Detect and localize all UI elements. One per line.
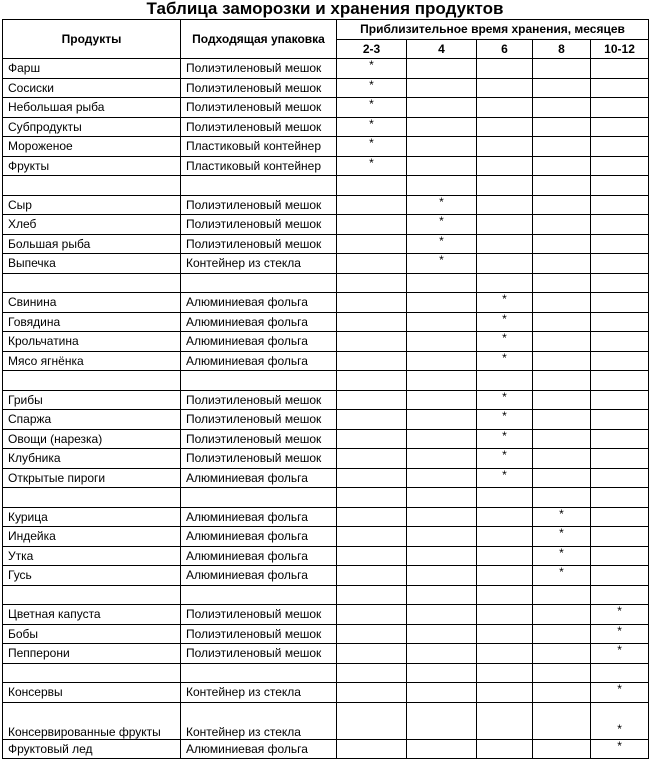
storage-mark: * bbox=[477, 429, 533, 449]
product-name: Субпродукты bbox=[3, 117, 181, 137]
empty-cell bbox=[477, 98, 533, 118]
page-title: Таблица заморозки и хранения продуктов bbox=[146, 0, 504, 18]
storage-mark: * bbox=[337, 156, 407, 176]
packaging-type: Алюминиевая фольга bbox=[181, 351, 337, 371]
empty-cell bbox=[337, 683, 407, 703]
empty-cell bbox=[477, 585, 533, 605]
empty-cell bbox=[477, 605, 533, 625]
empty-cell bbox=[533, 332, 591, 352]
table-row bbox=[3, 78, 649, 98]
empty-cell bbox=[337, 702, 407, 739]
empty-cell bbox=[477, 137, 533, 157]
empty-cell bbox=[533, 683, 591, 703]
empty-cell bbox=[533, 449, 591, 469]
product-name: Грибы bbox=[3, 390, 181, 410]
empty-cell bbox=[533, 663, 591, 683]
storage-mark: * bbox=[407, 195, 477, 215]
storage-mark: * bbox=[337, 98, 407, 118]
packaging-type: Алюминиевая фольга bbox=[181, 527, 337, 547]
table-row bbox=[3, 98, 649, 118]
header-period-4: 4 bbox=[407, 39, 477, 59]
empty-cell bbox=[533, 215, 591, 235]
empty-cell bbox=[533, 429, 591, 449]
empty-cell bbox=[533, 78, 591, 98]
empty-cell bbox=[477, 527, 533, 547]
storage-mark: * bbox=[533, 507, 591, 527]
empty-cell bbox=[477, 254, 533, 274]
packaging-type: Полиэтиленовый мешок bbox=[181, 605, 337, 625]
empty-cell bbox=[407, 176, 477, 196]
storage-mark: * bbox=[533, 546, 591, 566]
separator-row bbox=[3, 176, 649, 196]
empty-cell bbox=[591, 234, 649, 254]
empty-cell bbox=[477, 739, 533, 759]
table-row bbox=[3, 410, 649, 430]
packaging-type: Полиэтиленовый мешок bbox=[181, 98, 337, 118]
empty-cell bbox=[407, 507, 477, 527]
empty-cell bbox=[337, 468, 407, 488]
empty-cell bbox=[181, 663, 337, 683]
empty-cell bbox=[591, 527, 649, 547]
table-row bbox=[3, 215, 649, 235]
empty-cell bbox=[591, 585, 649, 605]
empty-cell bbox=[591, 215, 649, 235]
empty-cell bbox=[591, 312, 649, 332]
empty-cell bbox=[407, 429, 477, 449]
empty-cell bbox=[337, 195, 407, 215]
empty-cell bbox=[591, 332, 649, 352]
table-body bbox=[3, 59, 649, 759]
storage-mark: * bbox=[591, 624, 649, 644]
empty-cell bbox=[407, 117, 477, 137]
empty-cell bbox=[407, 449, 477, 469]
table-row bbox=[3, 156, 649, 176]
product-name: Консервированные фрукты bbox=[3, 702, 181, 739]
table-row bbox=[3, 332, 649, 352]
empty-cell bbox=[477, 663, 533, 683]
empty-cell bbox=[533, 234, 591, 254]
product-name: Небольшая рыба bbox=[3, 98, 181, 118]
empty-cell bbox=[407, 59, 477, 79]
empty-cell bbox=[337, 739, 407, 759]
header-row-top bbox=[3, 20, 649, 40]
empty-cell bbox=[477, 59, 533, 79]
empty-cell bbox=[3, 585, 181, 605]
empty-cell bbox=[181, 176, 337, 196]
packaging-type: Пластиковый контейнер bbox=[181, 137, 337, 157]
empty-cell bbox=[533, 624, 591, 644]
empty-cell bbox=[407, 273, 477, 293]
storage-mark: * bbox=[533, 566, 591, 586]
empty-cell bbox=[533, 410, 591, 430]
empty-cell bbox=[477, 507, 533, 527]
empty-cell bbox=[407, 527, 477, 547]
empty-cell bbox=[533, 98, 591, 118]
table-row bbox=[3, 468, 649, 488]
separator-row bbox=[3, 585, 649, 605]
product-name: Гусь bbox=[3, 566, 181, 586]
product-name: Выпечка bbox=[3, 254, 181, 274]
empty-cell bbox=[337, 546, 407, 566]
empty-cell bbox=[407, 546, 477, 566]
empty-cell bbox=[591, 176, 649, 196]
empty-cell bbox=[591, 371, 649, 391]
empty-cell bbox=[337, 527, 407, 547]
table-row bbox=[3, 546, 649, 566]
header-period-8: 8 bbox=[533, 39, 591, 59]
empty-cell bbox=[477, 234, 533, 254]
packaging-type: Полиэтиленовый мешок bbox=[181, 410, 337, 430]
empty-cell bbox=[3, 176, 181, 196]
empty-cell bbox=[337, 273, 407, 293]
empty-cell bbox=[337, 312, 407, 332]
product-name: Мясо ягнёнка bbox=[3, 351, 181, 371]
empty-cell bbox=[3, 663, 181, 683]
empty-cell bbox=[407, 332, 477, 352]
empty-cell bbox=[477, 117, 533, 137]
packaging-type: Контейнер из стекла bbox=[181, 702, 337, 739]
packaging-type: Алюминиевая фольга bbox=[181, 293, 337, 313]
packaging-type: Алюминиевая фольга bbox=[181, 739, 337, 759]
storage-mark: * bbox=[533, 527, 591, 547]
empty-cell bbox=[407, 78, 477, 98]
empty-cell bbox=[337, 293, 407, 313]
storage-mark: * bbox=[477, 449, 533, 469]
empty-cell bbox=[337, 507, 407, 527]
product-name: Индейка bbox=[3, 527, 181, 547]
packaging-type: Полиэтиленовый мешок bbox=[181, 624, 337, 644]
empty-cell bbox=[477, 644, 533, 664]
empty-cell bbox=[533, 585, 591, 605]
table-row bbox=[3, 449, 649, 469]
empty-cell bbox=[591, 390, 649, 410]
empty-cell bbox=[477, 683, 533, 703]
table-row bbox=[3, 293, 649, 313]
packaging-type: Полиэтиленовый мешок bbox=[181, 59, 337, 79]
storage-mark: * bbox=[337, 117, 407, 137]
table-row bbox=[3, 351, 649, 371]
separator-row bbox=[3, 273, 649, 293]
empty-cell bbox=[591, 488, 649, 508]
table-row bbox=[3, 117, 649, 137]
packaging-type: Алюминиевая фольга bbox=[181, 468, 337, 488]
storage-mark: * bbox=[477, 351, 533, 371]
empty-cell bbox=[477, 176, 533, 196]
product-name: Фрукты bbox=[3, 156, 181, 176]
product-name: Цветная капуста bbox=[3, 605, 181, 625]
empty-cell bbox=[337, 176, 407, 196]
empty-cell bbox=[591, 98, 649, 118]
product-name: Открытые пироги bbox=[3, 468, 181, 488]
product-name: Сыр bbox=[3, 195, 181, 215]
empty-cell bbox=[533, 351, 591, 371]
packaging-type: Алюминиевая фольга bbox=[181, 312, 337, 332]
empty-cell bbox=[591, 254, 649, 274]
empty-cell bbox=[337, 449, 407, 469]
table-row bbox=[3, 390, 649, 410]
empty-cell bbox=[407, 351, 477, 371]
empty-cell bbox=[477, 624, 533, 644]
empty-cell bbox=[591, 507, 649, 527]
empty-cell bbox=[477, 702, 533, 739]
empty-cell bbox=[591, 468, 649, 488]
table-row bbox=[3, 195, 649, 215]
empty-cell bbox=[407, 98, 477, 118]
empty-cell bbox=[533, 468, 591, 488]
empty-cell bbox=[591, 429, 649, 449]
empty-cell bbox=[533, 59, 591, 79]
empty-cell bbox=[337, 663, 407, 683]
empty-cell bbox=[407, 468, 477, 488]
separator-row bbox=[3, 663, 649, 683]
empty-cell bbox=[591, 351, 649, 371]
storage-mark: * bbox=[407, 215, 477, 235]
packaging-type: Полиэтиленовый мешок bbox=[181, 449, 337, 469]
table-row bbox=[3, 605, 649, 625]
product-name: Мороженое bbox=[3, 137, 181, 157]
empty-cell bbox=[533, 702, 591, 739]
empty-cell bbox=[407, 702, 477, 739]
empty-cell bbox=[533, 195, 591, 215]
header-packaging: Подходящая упаковка bbox=[181, 20, 337, 59]
table-row bbox=[3, 527, 649, 547]
empty-cell bbox=[533, 293, 591, 313]
product-name: Фруктовый лед bbox=[3, 739, 181, 759]
empty-cell bbox=[591, 663, 649, 683]
empty-cell bbox=[477, 78, 533, 98]
table-row bbox=[3, 644, 649, 664]
product-name: Сосиски bbox=[3, 78, 181, 98]
packaging-type: Полиэтиленовый мешок bbox=[181, 117, 337, 137]
storage-mark: * bbox=[591, 605, 649, 625]
empty-cell bbox=[591, 195, 649, 215]
packaging-type: Контейнер из стекла bbox=[181, 683, 337, 703]
empty-cell bbox=[477, 371, 533, 391]
product-name: Курица bbox=[3, 507, 181, 527]
packaging-type: Полиэтиленовый мешок bbox=[181, 78, 337, 98]
empty-cell bbox=[407, 605, 477, 625]
table-row bbox=[3, 702, 649, 739]
storage-mark: * bbox=[477, 410, 533, 430]
empty-cell bbox=[407, 566, 477, 586]
packaging-type: Полиэтиленовый мешок bbox=[181, 215, 337, 235]
empty-cell bbox=[337, 390, 407, 410]
table-row bbox=[3, 739, 649, 759]
product-name: Консервы bbox=[3, 683, 181, 703]
empty-cell bbox=[407, 644, 477, 664]
product-name: Клубника bbox=[3, 449, 181, 469]
packaging-type: Полиэтиленовый мешок bbox=[181, 234, 337, 254]
storage-mark: * bbox=[337, 59, 407, 79]
empty-cell bbox=[407, 137, 477, 157]
storage-mark: * bbox=[591, 644, 649, 664]
storage-mark: * bbox=[591, 702, 649, 739]
empty-cell bbox=[591, 449, 649, 469]
storage-mark: * bbox=[477, 312, 533, 332]
table-row bbox=[3, 624, 649, 644]
table-row bbox=[3, 683, 649, 703]
empty-cell bbox=[591, 117, 649, 137]
product-name: Хлеб bbox=[3, 215, 181, 235]
packaging-type: Алюминиевая фольга bbox=[181, 332, 337, 352]
storage-mark: * bbox=[477, 332, 533, 352]
header-storage-time: Приблизительное время хранения, месяцев bbox=[337, 20, 649, 40]
empty-cell bbox=[533, 273, 591, 293]
product-name: Утка bbox=[3, 546, 181, 566]
empty-cell bbox=[407, 663, 477, 683]
packaging-type: Алюминиевая фольга bbox=[181, 566, 337, 586]
storage-mark: * bbox=[591, 683, 649, 703]
empty-cell bbox=[591, 273, 649, 293]
empty-cell bbox=[407, 585, 477, 605]
product-name: Фарш bbox=[3, 59, 181, 79]
empty-cell bbox=[533, 605, 591, 625]
product-name: Говядина bbox=[3, 312, 181, 332]
empty-cell bbox=[477, 566, 533, 586]
storage-mark: * bbox=[591, 739, 649, 759]
table-row bbox=[3, 429, 649, 449]
empty-cell bbox=[181, 488, 337, 508]
packaging-type: Контейнер из стекла bbox=[181, 254, 337, 274]
separator-row bbox=[3, 371, 649, 391]
empty-cell bbox=[337, 351, 407, 371]
table-row bbox=[3, 137, 649, 157]
storage-mark: * bbox=[337, 78, 407, 98]
empty-cell bbox=[591, 293, 649, 313]
table-row bbox=[3, 254, 649, 274]
empty-cell bbox=[477, 273, 533, 293]
table-row bbox=[3, 59, 649, 79]
product-name: Большая рыба bbox=[3, 234, 181, 254]
empty-cell bbox=[533, 137, 591, 157]
empty-cell bbox=[533, 176, 591, 196]
empty-cell bbox=[181, 273, 337, 293]
packaging-type: Пластиковый контейнер bbox=[181, 156, 337, 176]
empty-cell bbox=[533, 390, 591, 410]
empty-cell bbox=[337, 585, 407, 605]
empty-cell bbox=[533, 156, 591, 176]
product-name: Бобы bbox=[3, 624, 181, 644]
empty-cell bbox=[337, 215, 407, 235]
separator-row bbox=[3, 488, 649, 508]
empty-cell bbox=[533, 371, 591, 391]
empty-cell bbox=[181, 371, 337, 391]
empty-cell bbox=[337, 624, 407, 644]
empty-cell bbox=[3, 371, 181, 391]
empty-cell bbox=[407, 156, 477, 176]
empty-cell bbox=[533, 488, 591, 508]
empty-cell bbox=[3, 273, 181, 293]
empty-cell bbox=[533, 312, 591, 332]
empty-cell bbox=[407, 739, 477, 759]
storage-mark: * bbox=[407, 254, 477, 274]
empty-cell bbox=[337, 429, 407, 449]
empty-cell bbox=[477, 215, 533, 235]
empty-cell bbox=[533, 117, 591, 137]
header-product: Продукты bbox=[3, 20, 181, 59]
storage-mark: * bbox=[477, 468, 533, 488]
empty-cell bbox=[477, 488, 533, 508]
packaging-type: Полиэтиленовый мешок bbox=[181, 390, 337, 410]
empty-cell bbox=[407, 410, 477, 430]
empty-cell bbox=[337, 566, 407, 586]
product-name: Свинина bbox=[3, 293, 181, 313]
empty-cell bbox=[591, 546, 649, 566]
product-name: Спаржа bbox=[3, 410, 181, 430]
packaging-type: Полиэтиленовый мешок bbox=[181, 195, 337, 215]
empty-cell bbox=[477, 156, 533, 176]
header-period-10-12: 10-12 bbox=[591, 39, 649, 59]
empty-cell bbox=[337, 254, 407, 274]
empty-cell bbox=[533, 254, 591, 274]
packaging-type: Полиэтиленовый мешок bbox=[181, 644, 337, 664]
empty-cell bbox=[591, 566, 649, 586]
empty-cell bbox=[407, 624, 477, 644]
storage-mark: * bbox=[477, 390, 533, 410]
table-row bbox=[3, 507, 649, 527]
product-name: Пепперони bbox=[3, 644, 181, 664]
empty-cell bbox=[3, 488, 181, 508]
empty-cell bbox=[337, 234, 407, 254]
empty-cell bbox=[407, 312, 477, 332]
empty-cell bbox=[477, 195, 533, 215]
packaging-type: Алюминиевая фольга bbox=[181, 546, 337, 566]
empty-cell bbox=[533, 739, 591, 759]
empty-cell bbox=[337, 332, 407, 352]
packaging-type: Полиэтиленовый мешок bbox=[181, 429, 337, 449]
product-name: Крольчатина bbox=[3, 332, 181, 352]
empty-cell bbox=[337, 410, 407, 430]
empty-cell bbox=[591, 78, 649, 98]
empty-cell bbox=[407, 683, 477, 703]
storage-mark: * bbox=[407, 234, 477, 254]
empty-cell bbox=[591, 156, 649, 176]
empty-cell bbox=[407, 390, 477, 410]
storage-table bbox=[2, 19, 649, 759]
product-name: Овощи (нарезка) bbox=[3, 429, 181, 449]
empty-cell bbox=[181, 585, 337, 605]
storage-mark: * bbox=[477, 293, 533, 313]
table-row bbox=[3, 566, 649, 586]
table-row bbox=[3, 312, 649, 332]
empty-cell bbox=[591, 59, 649, 79]
empty-cell bbox=[407, 293, 477, 313]
empty-cell bbox=[337, 605, 407, 625]
empty-cell bbox=[591, 137, 649, 157]
header-period-2-3: 2-3 bbox=[337, 39, 407, 59]
empty-cell bbox=[337, 644, 407, 664]
empty-cell bbox=[407, 371, 477, 391]
table-row bbox=[3, 234, 649, 254]
packaging-type: Алюминиевая фольга bbox=[181, 507, 337, 527]
empty-cell bbox=[407, 488, 477, 508]
empty-cell bbox=[337, 488, 407, 508]
header-period-6: 6 bbox=[477, 39, 533, 59]
empty-cell bbox=[477, 546, 533, 566]
empty-cell bbox=[533, 644, 591, 664]
empty-cell bbox=[337, 371, 407, 391]
storage-mark: * bbox=[337, 137, 407, 157]
empty-cell bbox=[591, 410, 649, 430]
